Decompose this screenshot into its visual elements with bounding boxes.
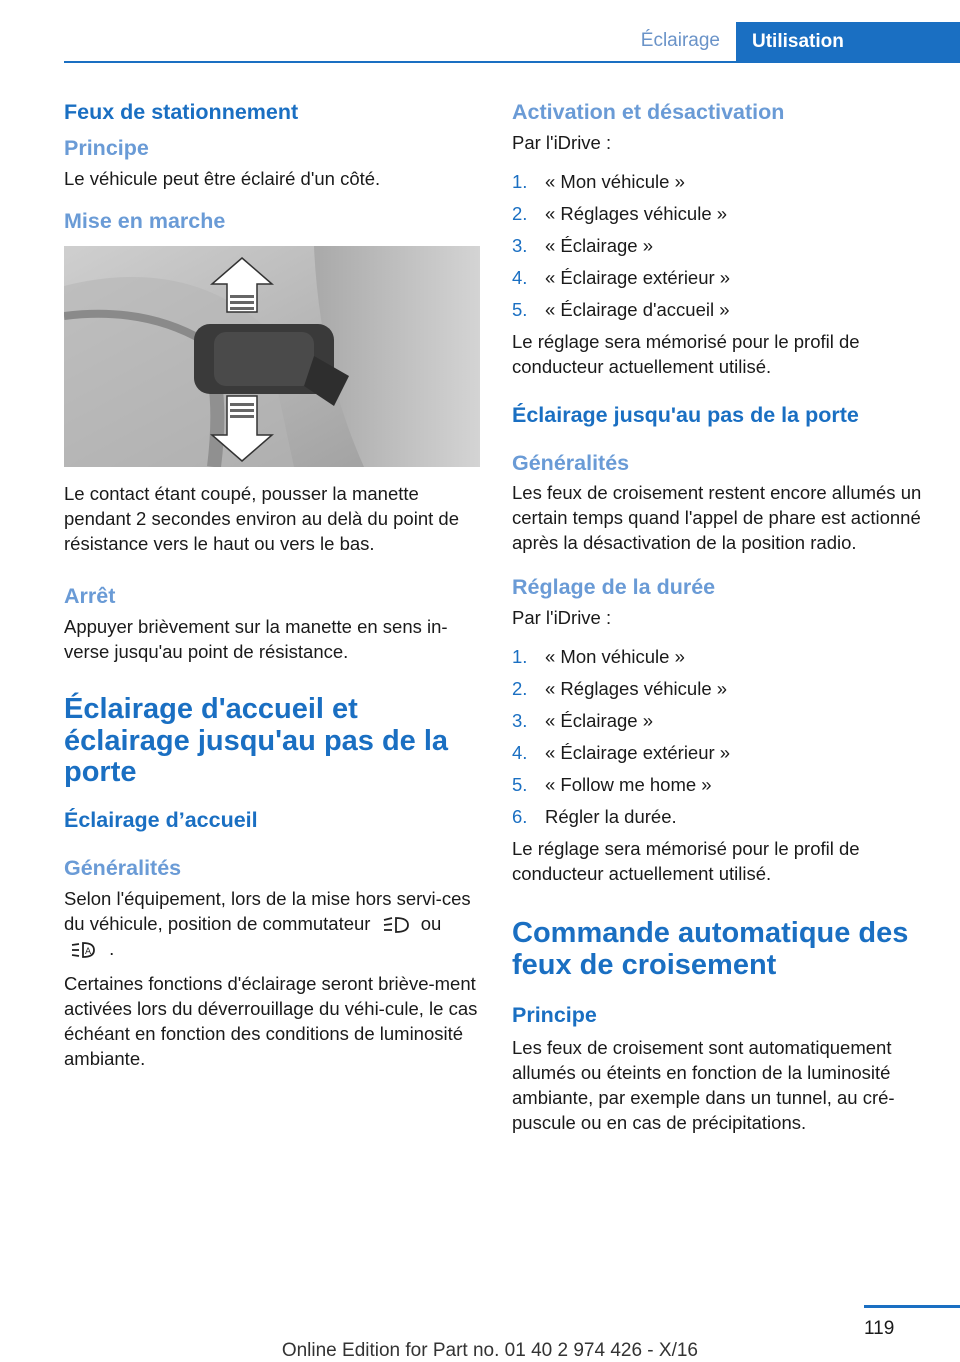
generalites-text	[64, 886, 482, 961]
generalites-text-ou: ou	[420, 912, 442, 934]
memo-text-2: Le réglage sera mémorisé pour le profil de conducteur actuellement utilisé.	[512, 838, 860, 885]
list-item-number: 3.	[512, 234, 528, 256]
list-item-number: 4.	[512, 266, 528, 288]
heading-duration: Réglage de la durée	[512, 575, 716, 600]
heading-parking-lights: Feux de stationnement	[64, 100, 299, 124]
list-item	[512, 297, 930, 322]
list-item-text: « Mon véhicule »	[545, 170, 685, 192]
edition-line: Online Edition for Part no. 01 40 2 974 426 - X/16	[281, 1340, 698, 1361]
heading-activation: Activation et désactivation	[512, 100, 785, 124]
memo-text: Le réglage sera mémorisé pour le profil de conducteur actuellement utilisé.	[512, 330, 860, 377]
left-column	[64, 100, 482, 1081]
duration-steps-list	[512, 644, 930, 829]
generalites-text-a: Selon l'équipement, lors de la mise hors servi-ces du véhicule, position de commutateur	[64, 887, 471, 934]
header-rule	[64, 61, 960, 63]
list-item	[512, 772, 930, 797]
list-item-text: « Mon véhicule »	[545, 646, 685, 668]
page-number: 119	[864, 1318, 895, 1339]
list-item-number: 2.	[512, 678, 528, 700]
heading-auto-principe: Principe	[512, 1002, 597, 1027]
heading-arret: Arrêt	[64, 584, 116, 609]
heading-eclairage-accueil: Éclairage d’accueil	[64, 808, 258, 833]
footer-rule	[864, 1305, 960, 1308]
generalites-text-2: Certaines fonctions d'éclairage seront briève-ment activées lors du déverrouillage du véhi-cule, le cas échéant en fonction des conditions de luminosité ambiante.	[64, 972, 478, 1069]
list-item-text: « Éclairage extérieur »	[545, 742, 731, 764]
arret-text: Appuyer brièvement sur la manette en sens in-verse jusqu'au point de résistance.	[64, 616, 448, 663]
door-generalites-text: Les feux de croisement restent encore allumés un certain temps quand l'appel de phare est actionné après la désactivation de la position radio.	[512, 482, 922, 554]
list-item-number: 3.	[512, 710, 528, 732]
heading-generalites: Généralités	[64, 855, 182, 880]
activation-steps-list	[512, 169, 930, 322]
list-item-number: 1.	[512, 646, 528, 668]
list-item-number: 2.	[512, 202, 528, 224]
list-item	[512, 644, 930, 669]
list-item	[512, 233, 930, 258]
running-header-chapter: Éclairage	[640, 30, 720, 51]
list-item-number: 5.	[512, 774, 528, 796]
heading-door-lighting: Éclairage jusqu'au pas de la porte	[512, 402, 859, 427]
heading-principe: Principe	[64, 135, 149, 160]
turn-signal-lever-figure	[64, 246, 480, 467]
auto-light-symbol-icon	[70, 940, 98, 960]
principe-text: Le véhicule peut être éclairé d'un côté.	[64, 167, 381, 189]
list-item-number: 1.	[512, 170, 528, 192]
list-item-number: 6.	[512, 806, 528, 828]
list-item-text: « Éclairage extérieur »	[545, 266, 731, 288]
list-item-number: 5.	[512, 298, 528, 320]
list-item-number: 4.	[512, 742, 528, 764]
duration-idrive-intro: Par l'iDrive :	[512, 607, 612, 629]
list-item-text: « Follow me home »	[545, 774, 712, 796]
list-item	[512, 804, 930, 829]
list-item	[512, 676, 930, 701]
list-item	[512, 169, 930, 194]
heading-mise-en-marche: Mise en marche	[64, 208, 226, 233]
heading-welcome-lighting: Éclairage d'accueil et éclairage jusqu'au pas de la porte	[64, 693, 449, 788]
auto-principe-text: Les feux de croisement sont automatiquement allumés ou éteints en fonction de la luminosité ambiante, par exemple dans un tunnel, au cré-puscule ou en cas de précipitations.	[512, 1036, 895, 1133]
list-item-text: « Éclairage d'accueil »	[545, 298, 730, 320]
list-item-text: « Réglages véhicule »	[545, 202, 728, 224]
running-header-section-tab: Utilisation	[736, 22, 960, 62]
activation-idrive-intro: Par l'iDrive :	[512, 131, 612, 153]
list-item	[512, 265, 930, 290]
list-item-text: « Éclairage »	[545, 710, 653, 732]
list-item	[512, 708, 930, 733]
mise-en-marche-text: Le contact étant coupé, pousser la manette pendant 2 secondes environ au delà du point de résistance vers le haut ou vers le bas.	[64, 483, 459, 555]
parking-light-symbol-icon	[382, 915, 410, 935]
svg-text:A: A	[85, 946, 92, 957]
list-item	[512, 740, 930, 765]
list-item-text: Régler la durée.	[545, 806, 677, 828]
generalites-text-end: .	[109, 937, 115, 959]
list-item-text: « Éclairage »	[545, 234, 653, 256]
heading-door-generalites: Généralités	[512, 450, 630, 475]
heading-auto-low-beam: Commande automatique des feux de croisement	[512, 917, 909, 981]
list-item	[512, 201, 930, 226]
right-column	[512, 100, 930, 1145]
list-item-text: « Réglages véhicule »	[545, 678, 728, 700]
